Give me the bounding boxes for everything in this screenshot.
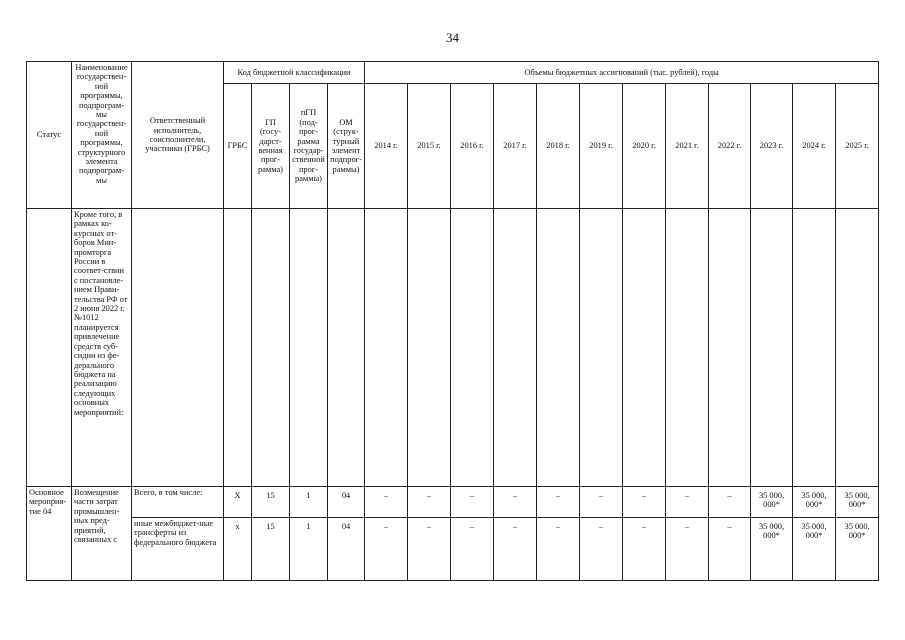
empty-cell bbox=[793, 209, 836, 487]
header-allocations: Объемы бюджетных ассигнований (тыс. рублей), годы bbox=[365, 62, 879, 84]
header-year-2023: 2023 г. bbox=[751, 84, 793, 209]
budget-allocation-table bbox=[26, 61, 879, 581]
empty-cell bbox=[408, 209, 451, 487]
row-value: – bbox=[623, 487, 666, 518]
row-value: – bbox=[537, 487, 580, 518]
empty-cell bbox=[623, 209, 666, 487]
header-year-2015: 2015 г. bbox=[408, 84, 451, 209]
header-year-2014: 2014 г. bbox=[365, 84, 408, 209]
note-text: Кроме того, в рамках ко-курсных от-боров Мин-промторга России в соответ-ствии с постановле-нием Прави-тельства РФ от 2 июня 2022 г. №1012 планируется привлечение средств суб-сидии из фе-дерального бюджета на реализацию следующих основных мероприятий: bbox=[72, 209, 132, 487]
empty-cell bbox=[328, 209, 365, 487]
row-value: 35 000, 000* bbox=[793, 518, 836, 581]
header-year-2017: 2017 г. bbox=[494, 84, 537, 209]
row-gp: 15 bbox=[252, 518, 290, 581]
header-budget-code: Код бюджетной классификации bbox=[224, 62, 365, 84]
header-executor: Ответственный исполнитель, соисполнители, участники (ГРБС) bbox=[132, 62, 224, 209]
empty-cell bbox=[666, 209, 709, 487]
header-status: Статус bbox=[27, 62, 72, 209]
row-grbs: Х bbox=[224, 487, 252, 518]
row-value: 35 000, 000* bbox=[836, 487, 879, 518]
header-gp: ГП (госу-дарст-венная прог-рамма) bbox=[252, 84, 290, 209]
header-grbs: ГРБС bbox=[224, 84, 252, 209]
empty-cell bbox=[709, 209, 751, 487]
row-pgp: 1 bbox=[290, 487, 328, 518]
row-value: 35 000, 000* bbox=[836, 518, 879, 581]
empty-cell bbox=[751, 209, 793, 487]
row-grbs: х bbox=[224, 518, 252, 581]
row-value: – bbox=[494, 487, 537, 518]
row-value: 35 000, 000* bbox=[751, 518, 793, 581]
header-year-2018: 2018 г. bbox=[537, 84, 580, 209]
empty-cell bbox=[224, 209, 252, 487]
page-number: 34 bbox=[446, 30, 459, 45]
empty-cell bbox=[537, 209, 580, 487]
header-year-2016: 2016 г. bbox=[451, 84, 494, 209]
row-value: – bbox=[580, 518, 623, 581]
row-value: – bbox=[666, 487, 709, 518]
header-year-2020: 2020 г. bbox=[623, 84, 666, 209]
row-executor: Всего, в том числе: bbox=[132, 487, 224, 518]
empty-cell bbox=[290, 209, 328, 487]
row-gp: 15 bbox=[252, 487, 290, 518]
row-pgp: 1 bbox=[290, 518, 328, 581]
empty-cell bbox=[365, 209, 408, 487]
row-value: – bbox=[666, 518, 709, 581]
row-om: 04 bbox=[328, 487, 365, 518]
empty-cell bbox=[451, 209, 494, 487]
empty-cell bbox=[580, 209, 623, 487]
row-om: 04 bbox=[328, 518, 365, 581]
row-value: – bbox=[451, 518, 494, 581]
row-value: – bbox=[408, 518, 451, 581]
row-value: – bbox=[365, 518, 408, 581]
row-value: – bbox=[408, 487, 451, 518]
row-value: – bbox=[494, 518, 537, 581]
empty-cell bbox=[252, 209, 290, 487]
row-value: 35 000, 000* bbox=[751, 487, 793, 518]
header-pgp: пГП (под-прог-рамма государ-ственной прог-раммы) bbox=[290, 84, 328, 209]
activity-status: Основное мероприя-тие 04 bbox=[27, 487, 72, 581]
row-value: 35 000, 000* bbox=[793, 487, 836, 518]
row-value: – bbox=[709, 487, 751, 518]
activity-name: Возмещение части затрат промышлен-ных пред-приятий, связанных с bbox=[72, 487, 132, 581]
note-status-cell bbox=[27, 209, 72, 487]
empty-cell bbox=[836, 209, 879, 487]
header-year-2025: 2025 г. bbox=[836, 84, 879, 209]
row-value: – bbox=[365, 487, 408, 518]
header-om: ОМ (струк-турный элемент подпрог-раммы) bbox=[328, 84, 365, 209]
empty-cell bbox=[494, 209, 537, 487]
header-year-2024: 2024 г. bbox=[793, 84, 836, 209]
header-year-2022: 2022 г. bbox=[709, 84, 751, 209]
header-program-name: Наименование государствен-ной программы, подпрограм-мы государствен-ной программы, структурного элемента подпрограм-мы bbox=[72, 62, 132, 209]
row-executor: иные межбюджет-ные трансферты из федерального бюджета bbox=[132, 518, 224, 581]
empty-cell bbox=[132, 209, 224, 487]
header-year-2019: 2019 г. bbox=[580, 84, 623, 209]
row-value: – bbox=[451, 487, 494, 518]
header-year-2021: 2021 г. bbox=[666, 84, 709, 209]
row-value: – bbox=[709, 518, 751, 581]
row-value: – bbox=[623, 518, 666, 581]
row-value: – bbox=[537, 518, 580, 581]
row-value: – bbox=[580, 487, 623, 518]
